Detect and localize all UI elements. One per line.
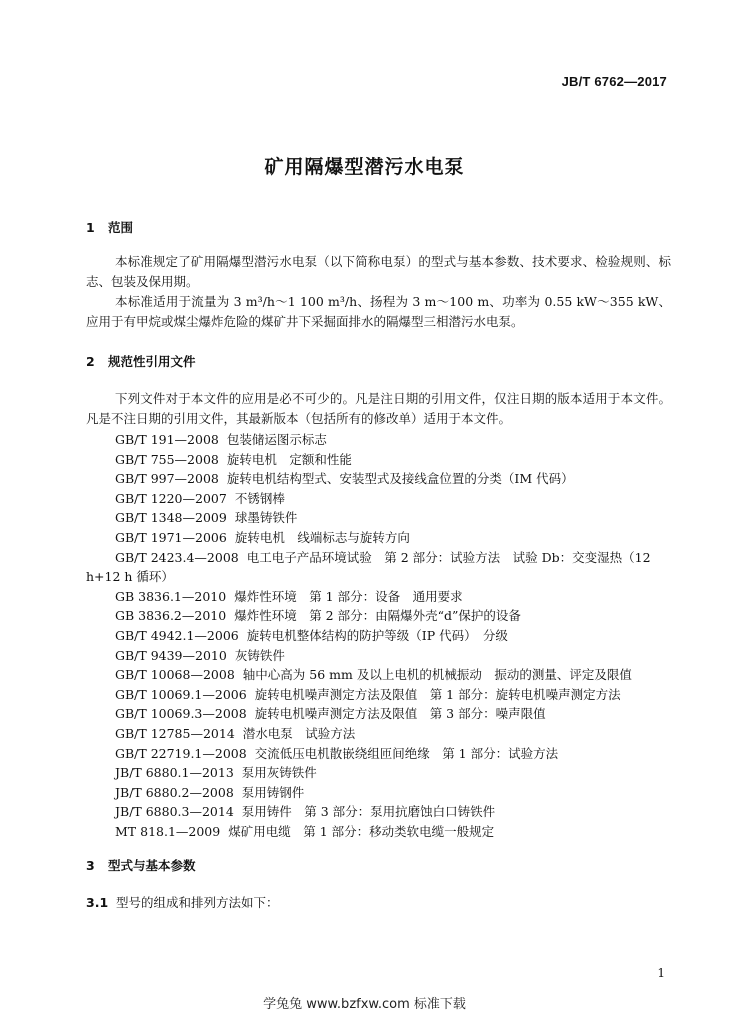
reference-title: 泵用铸钢件 xyxy=(241,784,305,800)
reference-code: GB/T 1971—2006 xyxy=(115,529,227,545)
reference-item xyxy=(115,704,680,724)
document-title: 矿用隔爆型潜污水电泵 xyxy=(264,156,465,178)
reference-code: GB 3836.2—2010 xyxy=(115,608,227,624)
reference-title: 旋转电机噪声测定方法及限值 第 1 部分：旋转电机噪声测定方法 xyxy=(254,686,621,702)
section-2-intro: 下列文件对于本文件的应用是必不可少的。凡是注日期的引用文件，仅注日期的版本适用于本文件。凡是不注日期的引用文件，其最新版本（包括所有的修改单）适用于本文件。 xyxy=(86,391,671,426)
reference-code: GB/T 191—2008 xyxy=(115,432,219,447)
reference-item xyxy=(115,822,680,842)
section-title: 范围 xyxy=(108,220,134,235)
section-title: 规范性引用文件 xyxy=(108,354,196,369)
reference-item xyxy=(115,430,680,450)
section-number: 2 xyxy=(86,354,95,369)
reference-title: 潜水电泵 试验方法 xyxy=(242,725,356,741)
reference-title: 电工电子产品环境试验 第 2 部分：试验方法 试验 Db：交变湿热（12 h+12 h 循环） xyxy=(86,549,651,585)
reference-title: 泵用铸件 第 3 部分：泵用抗磨蚀白口铸铁件 xyxy=(241,804,496,820)
reference-title: 球墨铸铁件 xyxy=(234,510,298,526)
reference-code: GB/T 10068—2008 xyxy=(115,667,235,683)
reference-code: MT 818.1—2009 xyxy=(115,823,221,839)
reference-title: 灰铸铁件 xyxy=(234,647,285,663)
reference-code: GB/T 12785—2014 xyxy=(115,725,235,741)
reference-item xyxy=(115,802,680,822)
subsection-3-1 xyxy=(86,893,279,911)
reference-code: JB/T 6880.1—2013 xyxy=(115,765,234,781)
reference-code: JB/T 6880.3—2014 xyxy=(115,804,234,820)
reference-title: 旋转电机结构型式、安装型式及接线盒位置的分类（IM 代码） xyxy=(226,471,574,487)
reference-item xyxy=(115,528,680,548)
reference-title: 轴中心高为 56 mm 及以上电机的机械振动 振动的测量、评定及限值 xyxy=(242,667,632,683)
reference-title: 爆炸性环境 第 1 部分：设备 通用要求 xyxy=(234,588,463,604)
reference-item xyxy=(115,646,680,666)
section-2-heading xyxy=(86,352,196,370)
reference-code: GB/T 22719.1—2008 xyxy=(115,745,247,761)
reference-item xyxy=(115,724,680,744)
standard-number: JB/T 6762—2017 xyxy=(561,74,667,89)
section-3-heading xyxy=(86,856,196,874)
reference-title: 煤矿用电缆 第 1 部分：移动类软电缆一般规定 xyxy=(228,823,495,839)
reference-item xyxy=(115,665,680,685)
reference-item xyxy=(115,587,680,607)
section-number: 1 xyxy=(86,220,95,235)
subsection-number: 3.1 xyxy=(86,895,109,910)
reference-title: 交流低压电机散嵌绕组匝间绝缘 第 1 部分：试验方法 xyxy=(254,745,559,761)
reference-code: GB/T 2423.4—2008 xyxy=(115,549,239,565)
reference-code: GB/T 10069.1—2006 xyxy=(115,686,247,702)
reference-title: 爆炸性环境 第 2 部分：由隔爆外壳“d”保护的设备 xyxy=(234,608,521,624)
reference-item xyxy=(115,469,680,489)
reference-code: GB/T 4942.1—2006 xyxy=(115,627,239,643)
reference-title: 不锈钢棒 xyxy=(234,490,285,506)
section-number: 3 xyxy=(86,858,95,873)
reference-title: 包装储运图示标志 xyxy=(226,432,327,447)
reference-item xyxy=(115,685,680,705)
subsection-text: 型号的组成和排列方法如下： xyxy=(116,895,279,910)
reference-item xyxy=(115,763,680,783)
reference-title: 旋转电机噪声测定方法及限值 第 3 部分：噪声限值 xyxy=(254,706,546,722)
section-1-paragraph-1: 本标准规定了矿用隔爆型潜污水电泵（以下简称电泵）的型式与基本参数、技术要求、检验规则、标志、包装及保用期。 xyxy=(86,254,671,289)
reference-item xyxy=(115,783,680,803)
reference-item xyxy=(115,606,680,626)
reference-item xyxy=(115,450,680,470)
reference-code: GB/T 9439—2010 xyxy=(115,647,227,663)
reference-title: 泵用灰铸铁件 xyxy=(241,765,317,781)
reference-item xyxy=(115,489,680,509)
reference-code: GB/T 755—2008 xyxy=(115,451,219,467)
section-1-paragraph-2: 本标准适用于流量为 3 m³/h～1 100 m³/h、扬程为 3 m～100 m、功率为 0.55 kW～355 kW、应用于有甲烷或煤尘爆炸危险的煤矿井下采掘面排水的隔爆型三相潜污水电泵。 xyxy=(86,294,671,329)
reference-item xyxy=(115,508,680,528)
reference-item xyxy=(86,548,680,587)
section-1-heading xyxy=(86,218,133,236)
reference-item xyxy=(115,626,680,646)
page-number: 1 xyxy=(657,966,665,980)
section-title: 型式与基本参数 xyxy=(108,858,196,873)
reference-item xyxy=(115,744,680,764)
reference-code: GB/T 997—2008 xyxy=(115,471,219,487)
reference-code: GB/T 1220—2007 xyxy=(115,490,227,506)
reference-code: GB/T 10069.3—2008 xyxy=(115,706,247,722)
normative-references-list xyxy=(86,430,680,841)
reference-code: GB 3836.1—2010 xyxy=(115,588,227,604)
reference-code: GB/T 1348—2009 xyxy=(115,510,227,526)
watermark-footer: 学兔兔 www.bzfxw.com 标准下载 xyxy=(263,997,466,1012)
reference-code: JB/T 6880.2—2008 xyxy=(115,784,234,800)
reference-title: 旋转电机 定额和性能 xyxy=(226,451,352,467)
reference-title: 旋转电机 线端标志与旋转方向 xyxy=(234,529,410,545)
reference-title: 旋转电机整体结构的防护等级（IP 代码） 分级 xyxy=(246,627,508,643)
